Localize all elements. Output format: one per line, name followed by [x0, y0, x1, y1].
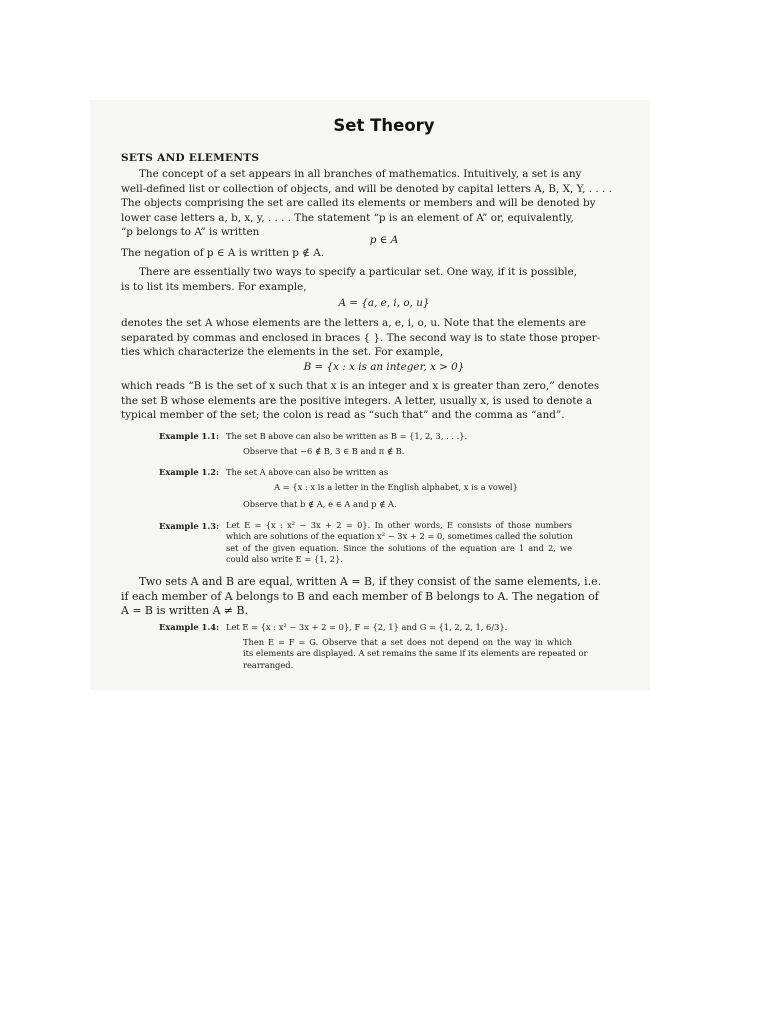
example-1-2-label: Example 1.2: [159, 467, 220, 477]
example-1-2-observation: Observe that b ∉ A, e ∈ A and p ∉ A. [243, 499, 397, 509]
example-1-4-text: Let E = {x : x² − 3x + 2 = 0}, F = {2, 1} and G = {1, 2, 2, 1, 6/3}. [226, 622, 508, 632]
text-line: There are essentially two ways to specify a particular set. One way, if it is possible, [139, 266, 577, 278]
example-1-4-label: Example 1.4: [159, 622, 220, 632]
page-title: Set Theory [333, 116, 435, 135]
text-line: A = B is written A ≠ B. [121, 604, 248, 617]
paragraph-3 [121, 265, 577, 294]
text-line: typical member of the set; the colon is read as “such that” and the comma as “and”. [121, 409, 565, 421]
example-1-3-label: Example 1.3: [159, 521, 220, 531]
text-line: Let E = {x : x² − 3x + 2 = 0}. In other words, E consists of those numbers [226, 520, 572, 530]
text-line: well-defined list or collection of objects, and will be denoted by capital letters A, B, X, Y, . . . . [121, 182, 612, 195]
paragraph-2: The negation of p ∈ A is written p ∉ A. [121, 247, 325, 259]
text-line: denotes the set A whose elements are the letters a, e, i, o, u. Note that the elements are [121, 317, 586, 329]
text-line: which are solutions of the equation x² − 3x + 2 = 0, sometimes called the solution [226, 531, 573, 542]
text-line: is to list its members. For example, [121, 280, 307, 293]
text-line: the set B whose elements are the positive integers. A letter, usually x, is used to denote a [121, 394, 593, 407]
example-1-1-label: Example 1.1: [159, 431, 220, 441]
equation-set-b: B = {x : x is an integer, x > 0} [303, 361, 465, 373]
text-line: The concept of a set appears in all branches of mathematics. Intuitively, a set is any [139, 168, 582, 180]
example-1-1-observation: Observe that −6 ∉ B, 3 ∈ B and π ∉ B. [243, 446, 405, 456]
text-line: which reads “B is the set of x such that x is an integer and x is greater than zero,” denotes [121, 380, 600, 392]
equation-set-a: A = {a, e, i, o, u} [338, 297, 430, 309]
text-line: if each member of A belongs to B and each member of B belongs to A. The negation of [121, 589, 599, 603]
paragraph-4 [121, 316, 601, 360]
text-line: Two sets A and B are equal, written A = B, if they consist of the same elements, i.e. [139, 575, 602, 588]
text-line: set of the given equation. Since the solutions of the equation are 1 and 2, we [226, 542, 572, 553]
text-line: lower case letters a, b, x, y, . . . . The statement “p is an element of A” or, equivalently, [121, 211, 574, 224]
text-line: The objects comprising the set are called its elements or members and will be denoted by [121, 197, 596, 209]
text-line: rearranged. [243, 659, 294, 670]
text-line: “p belongs to A” is written [121, 226, 260, 238]
example-1-2-text: The set A above can also be written as [226, 467, 389, 477]
example-1-1-text: The set B above can also be written as B = {1, 2, 3, . . .}. [226, 431, 468, 441]
text-line: ties which characterize the elements in the set. For example, [121, 346, 444, 358]
equation-membership: p ∈ A [369, 234, 399, 246]
text-line: Then E = F = G. Observe that a set does not depend on the way in which [243, 637, 572, 647]
example-1-2-equation: A = {x : x is a letter in the English alphabet, x is a vowel} [274, 482, 518, 492]
paragraph-5 [121, 379, 600, 423]
example-1-4-explanation [243, 637, 588, 671]
text-line: separated by commas and enclosed in braces { }. The second way is to state those proper- [121, 331, 601, 344]
paragraph-6 [121, 575, 602, 619]
text-line: its elements are displayed. A set remains the same if its elements are repeated or [243, 648, 588, 659]
section-heading: SETS AND ELEMENTS [121, 152, 260, 164]
example-1-3-text [226, 520, 572, 566]
text-line: could also write E = {1, 2}. [226, 554, 343, 565]
paragraph-1 [121, 167, 612, 240]
